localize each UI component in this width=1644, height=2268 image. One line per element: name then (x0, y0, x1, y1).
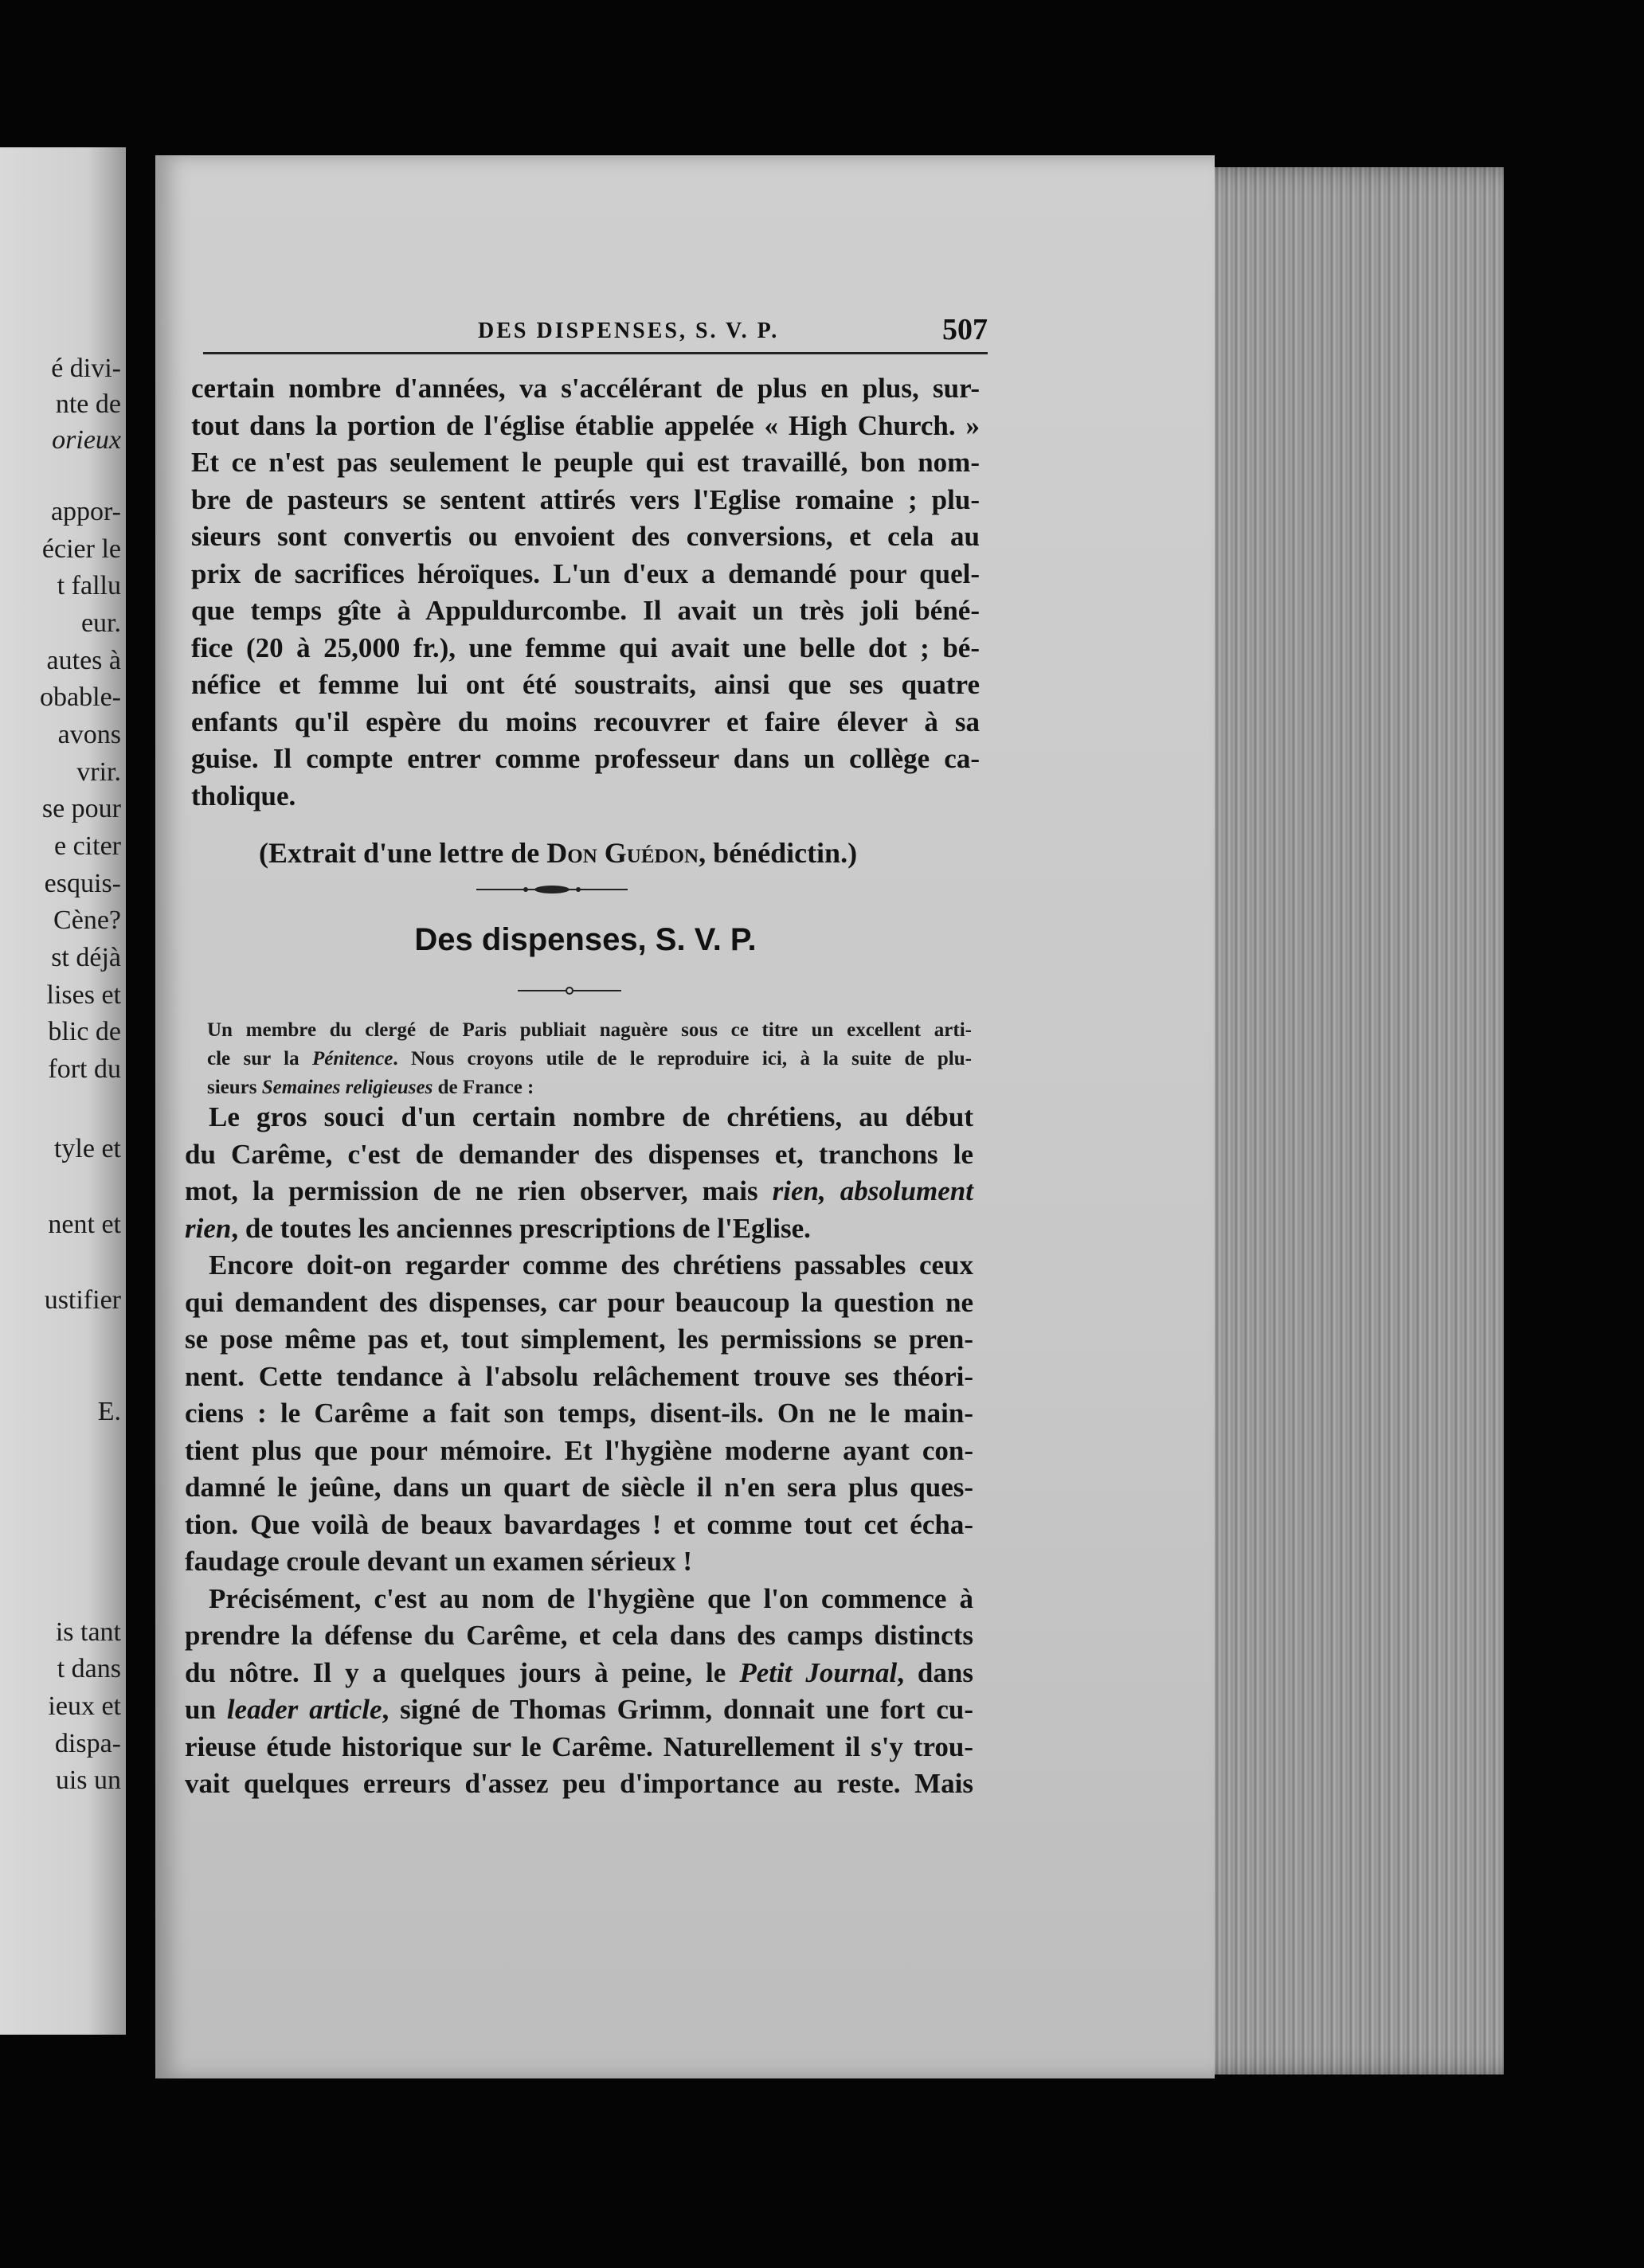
left-page-text-fragment: lises et (46, 980, 121, 1010)
text-line: tout dans la portion de l'église établie appelée « High Church. » (191, 409, 980, 441)
text-line: prendre la défense du Carême, et cela dans des camps distincts (185, 1620, 973, 1651)
left-page-text-fragment: obable- (40, 682, 121, 712)
left-page-text-fragment: autes à (46, 646, 121, 675)
left-page-text-fragment: t dans (57, 1654, 121, 1683)
text-line: enfants qu'il espère du moins recouvrer et faire élever à sa (191, 706, 980, 737)
left-page-text-fragment: vrir. (76, 757, 121, 787)
text-line: Le gros souci d'un certain nombre de chrétiens, au début (209, 1101, 973, 1132)
text-line: Un membre du clergé de Paris publiait naguère sous ce titre un excellent arti- (207, 1019, 972, 1041)
left-page-text-fragment: st déjà (51, 943, 121, 972)
left-page-text-fragment: t fallu (57, 571, 121, 600)
section-heading: Des dispenses, S. V. P. (414, 922, 757, 957)
left-page-text-fragment: nte de (55, 389, 121, 419)
text-line: rien, de toutes les anciennes prescriptions de l'Eglise. (185, 1212, 811, 1244)
italic-title: Semaines religieuses (261, 1077, 433, 1098)
text-line: un leader article, signé de Thomas Grimm, donnait une fort cu- (185, 1694, 973, 1725)
continuation-paragraph (191, 370, 980, 815)
text-line: Encore doit-on regarder comme des chrétiens passables ceux (209, 1249, 973, 1281)
left-page-text-fragment: écier le (41, 534, 121, 564)
text-line: Précisément, c'est au nom de l'hygiène que l'on commence à (209, 1582, 973, 1614)
text-line: tion. Que voilà de beaux bavardages ! et comme tout cet écha- (185, 1508, 973, 1540)
text-line: cle sur la Pénitence. Nous croyons utile de le reproduire ici, à la suite de plu- (207, 1048, 972, 1069)
left-page-text-fragment: ustifier (44, 1285, 121, 1315)
citation-prefix: (Extrait d'une lettre de (259, 837, 547, 869)
text-line: guise. Il compte entrer comme professeur dans un collège ca- (191, 743, 980, 774)
ornament-divider (476, 884, 628, 895)
left-page-text-fragment: uis un (55, 1766, 121, 1795)
text-line: nent. Cette tendance à l'absolu relâchement trouve ses théori- (185, 1360, 973, 1392)
running-header (203, 313, 988, 350)
small-divider (518, 986, 621, 995)
text-line: mot, la permission de ne rien observer, mais rien, absolument (185, 1175, 973, 1206)
header-rule (203, 352, 988, 354)
text-line: du Carême, c'est de demander des dispenses et, tranchons le (185, 1138, 973, 1170)
text-line: faudage croule devant un examen sérieux ! (185, 1546, 693, 1577)
left-page-text-fragment: avons (57, 720, 121, 749)
left-page-text-fragment: nent et (48, 1210, 121, 1239)
left-page-text-fragment: ieux et (48, 1691, 121, 1721)
text-line: qui demandent des dispenses, car pour beaucoup la question ne (185, 1286, 973, 1318)
running-title: DES DISPENSES, S. V. P. (478, 319, 780, 343)
left-page-text-fragment: E. (97, 1397, 121, 1426)
citation-suffix: , bénédictin.) (699, 837, 858, 869)
text-line: prix de sacrifices héroïques. L'un d'eux a demandé pour quel- (191, 557, 980, 589)
article-body (185, 1099, 973, 1803)
text-line: fice (20 à 25,000 fr.), une femme qui avait une belle dot ; bé- (191, 632, 980, 663)
text-line: sieurs sont convertis ou envoient des conversions, et cela au (191, 521, 980, 552)
text-line: du nôtre. Il y a quelques jours à peine, le Petit Journal, dans (185, 1656, 973, 1688)
left-page-text-fragment: esquis- (44, 869, 121, 898)
text-line: vait quelques erreurs d'assez peu d'importance au reste. Mais (185, 1768, 973, 1799)
left-page-text-fragment: fort du (48, 1054, 121, 1084)
source-citation (259, 836, 857, 870)
text-line: Et ce n'est pas seulement le peuple qui est travaillé, bon nom- (191, 447, 980, 478)
left-page-text-fragment: Cène? (53, 905, 121, 935)
left-page-text-fragment: eur. (80, 608, 121, 638)
text-line: tient plus que pour mémoire. Et l'hygiène moderne ayant con- (185, 1434, 973, 1466)
text-line: néfice et femme lui ont été soustraits, ainsi que ses quatre (191, 669, 980, 700)
left-page-text-fragment: orieux (52, 425, 121, 455)
text-line: damné le jeûne, dans un quart de siècle il n'en sera plus ques- (185, 1472, 973, 1503)
text-line: ciens : le Carême a fait son temps, disent-ils. On ne le main- (185, 1398, 973, 1429)
page-number: 507 (942, 313, 988, 346)
text-line: certain nombre d'années, va s'accélérant de plus en plus, sur- (191, 373, 980, 404)
text-line: sieurs Semaines religieuses de France : (207, 1077, 534, 1098)
text-line: se pose même pas et, tout simplement, les permissions se pren- (185, 1324, 973, 1355)
citation-author: Don Guédon (546, 837, 699, 869)
italic-title: Pénitence (312, 1048, 393, 1069)
editorial-intro (207, 1016, 972, 1102)
text-line: que temps gîte à Appuldurcombe. Il avait un très joli béné- (191, 595, 980, 626)
left-page-text-fragment: é divi- (51, 354, 121, 383)
left-page-text-fragment: tyle et (53, 1134, 121, 1163)
left-page-text-fragment: e citer (54, 831, 121, 861)
text-line: tholique. (191, 780, 296, 811)
left-page-fragment (0, 147, 126, 2035)
left-page-text-fragment: blic de (48, 1017, 121, 1046)
left-page-text-fragment: is tant (55, 1617, 121, 1647)
text-line: rieuse étude historique sur le Carême. Naturellement il s'y trou- (185, 1730, 973, 1762)
text-line: bre de pasteurs se sentent attirés vers l'Eglise romaine ; plu- (191, 483, 980, 515)
left-page-text-fragment: appor- (50, 497, 121, 526)
left-page-text-fragment: dispa- (54, 1729, 121, 1758)
left-page-text-fragment: se pour (41, 794, 121, 823)
